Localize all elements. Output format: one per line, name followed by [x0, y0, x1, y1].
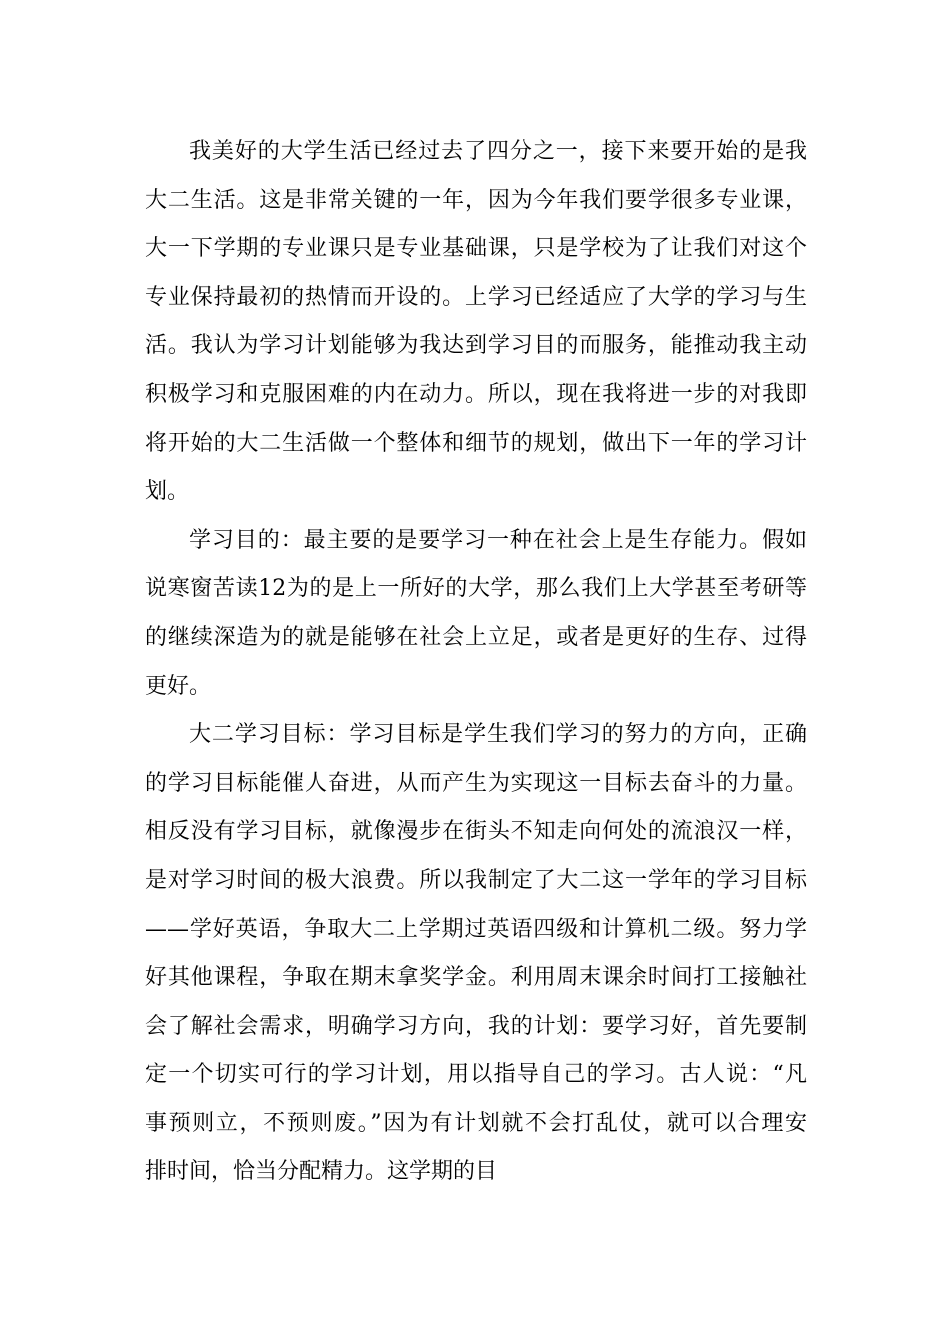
text-line: 学习目的：最主要的是要学习一种在社会上是生存能力。假如 — [189, 527, 807, 553]
text-line: 说寒窗苦读12为的是上一所好的大学，那么我们上大学甚至考研等 — [145, 576, 807, 602]
paragraph-study-purpose — [145, 517, 807, 711]
paragraph-intro — [145, 128, 807, 517]
document-body — [145, 128, 807, 1197]
text-line: 会了解社会需求，明确学习方向，我的计划：要学习好，首先要制 — [145, 1013, 807, 1039]
text-line: 积极学习和克服困难的内在动力。所以，现在我将进一步的对我即 — [145, 381, 807, 407]
text-line: ——学好英语，争取大二上学期过英语四级和计算机二级。努力学 — [145, 916, 807, 942]
text-line: 更好。 — [145, 673, 212, 699]
text-line: 的学习目标能催人奋进，从而产生为实现这一目标去奋斗的力量。 — [145, 770, 807, 796]
text-line: 大一下学期的专业课只是专业基础课，只是学校为了让我们对这个 — [145, 236, 807, 262]
text-line: 定一个切实可行的学习计划，用以指导自己的学习。古人说：“凡 — [145, 1062, 807, 1088]
text-line: 排时间，恰当分配精力。这学期的目 — [145, 1159, 498, 1185]
text-line: 好其他课程，争取在期末拿奖学金。利用周末课余时间打工接触社 — [145, 965, 807, 991]
text-line: 大二生活。这是非常关键的一年，因为今年我们要学很多专业课， — [145, 187, 807, 213]
text-line: 划。 — [145, 479, 190, 505]
paragraph-sophomore-goals — [145, 711, 807, 1197]
text-line: 活。我认为学习计划能够为我达到学习目的而服务，能推动我主动 — [145, 333, 807, 359]
text-line: 的继续深造为的就是能够在社会上立足，或者是更好的生存、过得 — [145, 624, 807, 650]
text-line: 我美好的大学生活已经过去了四分之一，接下来要开始的是我 — [189, 139, 807, 164]
text-line: 相反没有学习目标，就像漫步在街头不知走向何处的流浪汉一样， — [145, 819, 807, 845]
text-line: 将开始的大二生活做一个整体和细节的规划，做出下一年的学习计 — [145, 430, 807, 456]
text-line: 是对学习时间的极大浪费。所以我制定了大二这一学年的学习目标 — [145, 867, 807, 893]
text-line: 专业保持最初的热情而开设的。上学习已经适应了大学的学习与生 — [145, 284, 807, 310]
text-line: 事预则立，不预则废。”因为有计划就不会打乱仗，就可以合理安 — [145, 1110, 807, 1136]
text-line: 大二学习目标：学习目标是学生我们学习的努力的方向，正确 — [189, 722, 807, 748]
